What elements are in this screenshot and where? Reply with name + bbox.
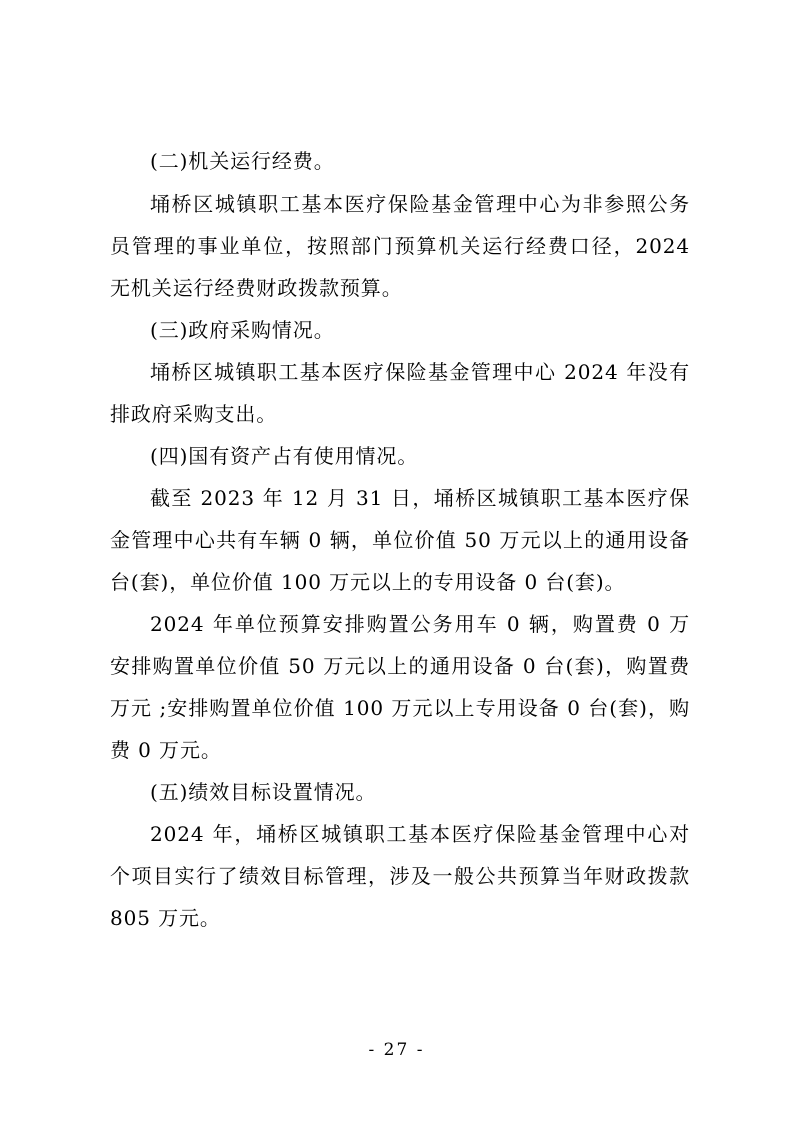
paragraph-line: 安排购置单位价值 50 万元以上的通用设备 0 台(套)，购置费	[110, 654, 690, 678]
paragraph-line: 无机关运行经费财政拨款预算。	[110, 276, 403, 300]
page-number: - 27 -	[368, 1040, 425, 1060]
paragraph-line: 员管理的事业单位，按照部门预算机关运行经费口径，2024	[110, 234, 690, 258]
paragraph-line: 805 万元。	[110, 906, 221, 930]
paragraph-line: 2024 年，埇桥区城镇职工基本医疗保险基金管理中心对	[150, 822, 690, 846]
paragraph-line: 埇桥区城镇职工基本医疗保险基金管理中心 2024 年没有	[150, 360, 690, 384]
paragraph-line: 万元 ;安排购置单位价值 100 万元以上专用设备 0 台(套)，购	[110, 696, 690, 720]
paragraph-line: 排政府采购支出。	[110, 402, 278, 426]
section-heading-performance-targets: (五)绩效目标设置情况。	[150, 780, 377, 804]
paragraph-line: 费 0 万元。	[110, 738, 222, 762]
paragraph-line: 个项目实行了绩效目标管理，涉及一般公共预算当年财政拨款	[110, 864, 690, 888]
section-heading-operating-costs: (二)机关运行经费。	[150, 149, 335, 173]
section-heading-state-assets: (四)国有资产占有使用情况。	[150, 444, 419, 468]
section-heading-procurement: (三)政府采购情况。	[150, 318, 335, 342]
paragraph-line: 2024 年单位预算安排购置公务用车 0 辆，购置费 0 万	[150, 612, 690, 636]
paragraph-line: 埇桥区城镇职工基本医疗保险基金管理中心为非参照公务	[150, 192, 690, 216]
paragraph-line: 台(套)，单位价值 100 万元以上的专用设备 0 台(套)。	[110, 570, 626, 594]
paragraph-line: 金管理中心共有车辆 0 辆，单位价值 50 万元以上的通用设备	[110, 528, 690, 552]
paragraph-line: 截至 2023 年 12 月 31 日，埇桥区城镇职工基本医疗保	[150, 486, 690, 510]
